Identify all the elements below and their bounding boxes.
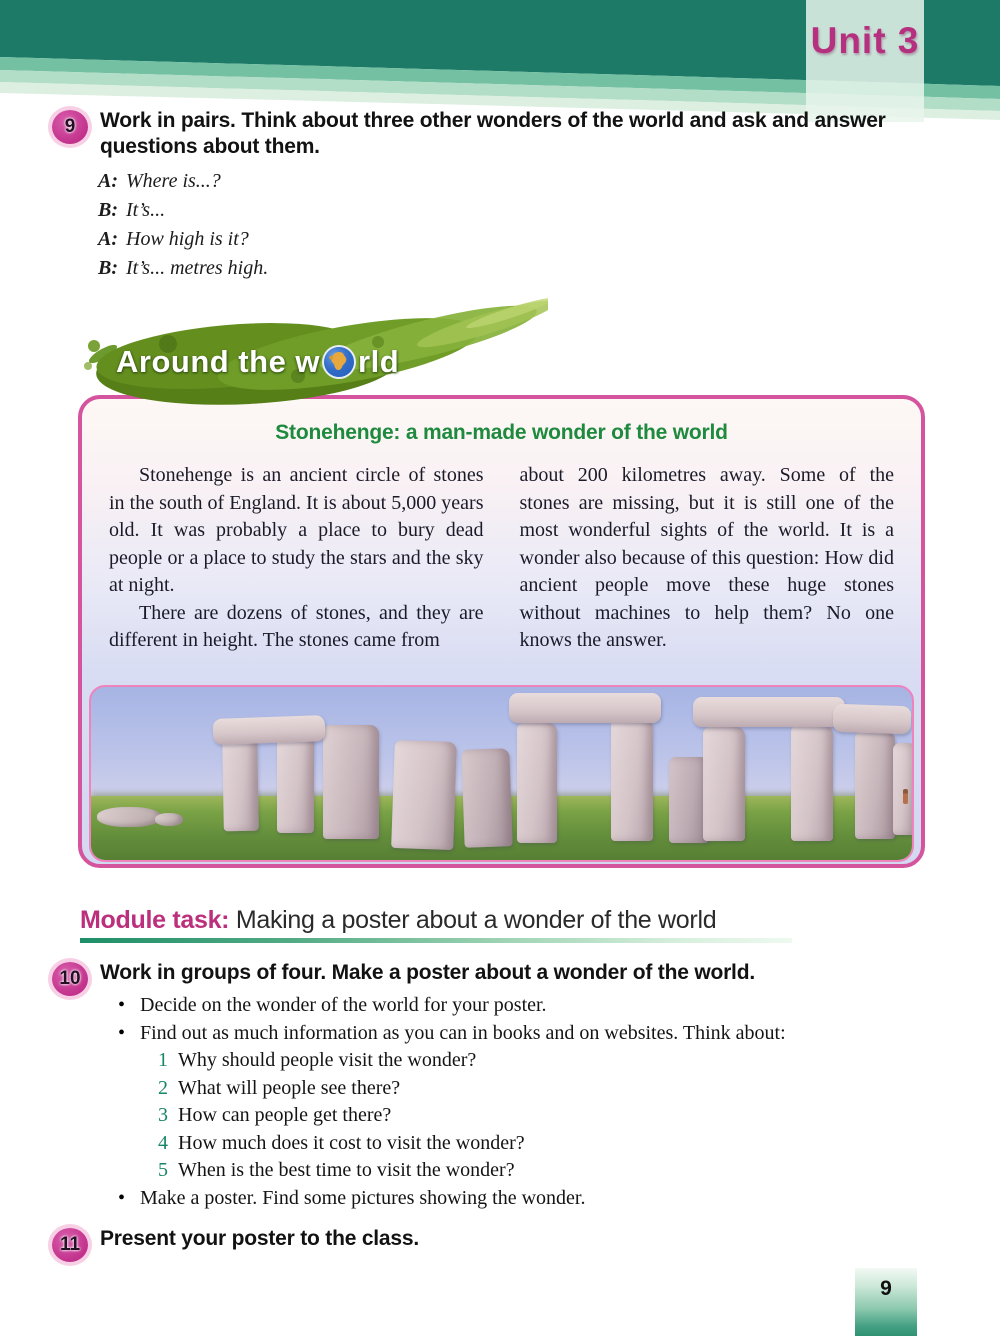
question-number: 5 [158,1159,168,1181]
reading-title: Stonehenge: a man-made wonder of the world [275,421,728,444]
question-text: What will people see there? [178,1076,401,1099]
question-item [158,1132,786,1160]
module-task [80,906,880,943]
photo-stone [222,735,259,832]
exercise-11-number-badge: 11 [52,1228,88,1262]
dialogue-speaker: A: [98,170,118,192]
dialogue-line [98,170,268,199]
question-number: 3 [158,1104,168,1126]
unit-header-banner [0,0,1000,122]
photo-stone [509,693,661,723]
bullet-text: Make a poster. Find some pictures showing the wonder. [140,1186,586,1209]
exercise-10-number-badge: 10 [52,962,88,996]
photo-stone [277,731,314,833]
dialogue-block [98,170,268,286]
photo-stone [391,740,457,850]
question-item [158,1049,786,1077]
around-the-world-banner [78,296,548,414]
dialogue-text: Where is...? [126,170,221,192]
banner-text-suffix: rld [358,344,400,379]
reading-paragraph: There are dozens of stones, and they are different in height. The stones came from [109,601,484,651]
exercise-11-instruction: Present your poster to the class. [100,1227,420,1250]
exercise-9-instruction: Work in pairs. Think about three other wonders of the world and ask and answer questions about them. [100,109,886,158]
exercise-10-instruction: Work in groups of four. Make a poster about a wonder of the world. [100,961,755,984]
globe-icon [321,344,357,380]
question-item [158,1077,786,1105]
question-number: 2 [158,1076,168,1099]
question-item [158,1159,786,1187]
dialogue-speaker: B: [98,199,118,221]
bullet-text: Decide on the wonder of the world for your poster. [140,994,547,1016]
question-text: When is the best time to visit the wonder? [178,1159,515,1181]
reading-paragraph: about 200 kilometres away. Some of the stones are missing, but it is still one of the most wonderful sights of the world. It is a wonder also because of this question: How did ancient people move these huge stones without machines to help them? No one knows the answer. [519,464,894,651]
exercise-10 [52,960,940,996]
module-task-underline [80,938,792,943]
banner-text-prefix: Around the w [116,344,321,379]
dialogue-speaker: B: [98,257,118,279]
dialogue-text: It’s... metres high. [126,257,269,279]
photo-stone [855,731,895,839]
dialogue-line [98,257,268,286]
question-text: How can people get there? [178,1104,392,1126]
exercise-9-number-badge: 9 [52,110,88,144]
unit-title: Unit 3 [810,20,920,61]
dialogue-text: It’s... [126,199,166,221]
exercise-10-list [118,994,786,1214]
photo-stone [791,725,833,841]
question-item [158,1104,786,1132]
photo-stone [97,807,161,827]
question-text: How much does it cost to visit the wonder? [178,1131,525,1154]
reading-column-left [109,462,484,655]
dialogue-speaker: A: [98,228,118,250]
module-task-label: Module task: [80,906,230,934]
photo-stone [833,704,912,735]
page-number: 9 [880,1277,892,1300]
photo-stone [611,719,653,841]
photo-stone [517,723,557,843]
reading-column-right [520,462,895,655]
stonehenge-photo [89,685,914,862]
bullet-item [118,994,786,1022]
question-number: 1 [158,1049,168,1071]
dialogue-line [98,199,268,228]
exercise-9 [52,108,940,160]
module-task-text: Making a poster about a wonder of the world [229,906,717,934]
photo-stone [213,715,326,745]
reading-paragraph: Stonehenge is an ancient circle of stones in the south of England. It is about 5,000 years old. It was probably a place to bury dead people or a place to study the stars and the sky at night. [109,464,484,596]
question-list [158,1049,786,1187]
question-text: Why should people visit the wonder? [178,1049,477,1071]
photo-stone [693,697,845,727]
photo-stone [323,725,379,839]
question-number: 4 [158,1131,168,1154]
page-number-tab [855,1268,917,1336]
bullet-item [118,1022,786,1050]
around-the-world-title [116,344,399,380]
bullet-text: Find out as much information as you can in books and on websites. Think about: [140,1021,786,1044]
exercise-11 [52,1226,940,1262]
reading-box [78,395,925,868]
bullet-item [118,1187,786,1215]
photo-stone [461,748,512,848]
dialogue-line [98,228,268,257]
dialogue-text: How high is it? [126,228,249,250]
reading-columns [82,445,921,655]
photo-person [903,789,908,804]
photo-stone [155,813,183,826]
bullet-icon: • [118,1021,126,1044]
bullet-icon: • [118,994,126,1016]
photo-stone [703,727,745,841]
bullet-icon: • [118,1186,126,1209]
